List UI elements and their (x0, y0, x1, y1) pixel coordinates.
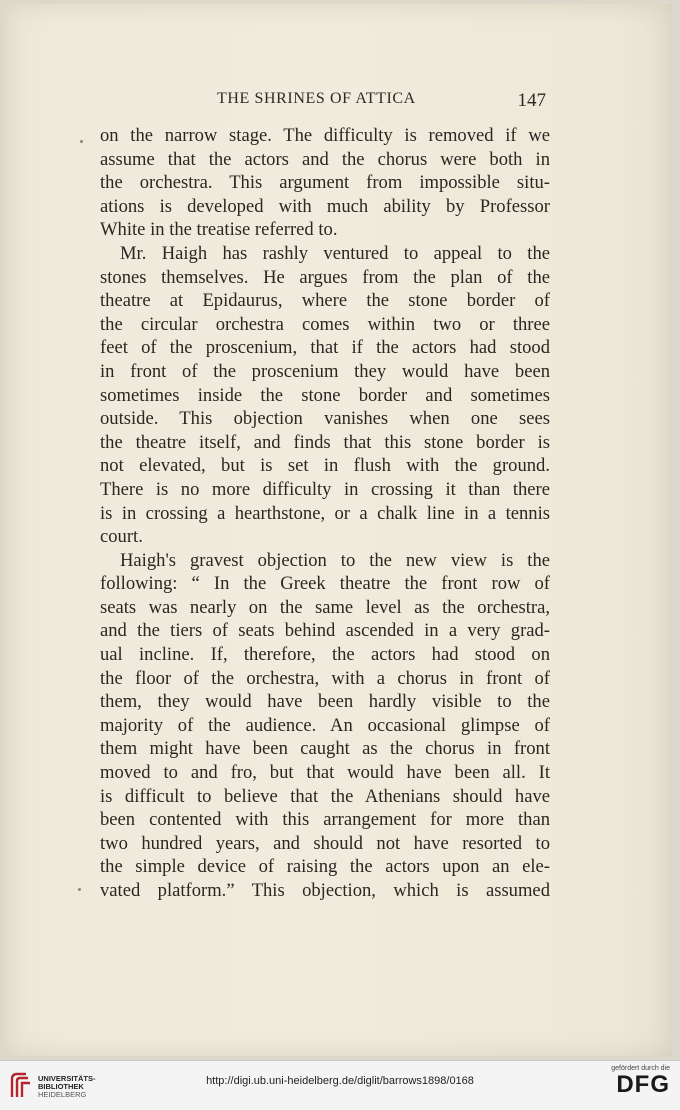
text-line: assume that the actors and the chorus were both in (100, 148, 550, 170)
body-text (100, 124, 550, 903)
text-line: moved to and fro, but that would have been all. It (100, 762, 550, 784)
text-line: on the narrow stage. The difficulty is removed if we (100, 125, 550, 146)
margin-speck (80, 140, 83, 143)
book-page (4, 4, 672, 1056)
text-line: following: “ In the Greek theatre the front row of (100, 573, 550, 595)
running-head-title: THE SHRINES OF ATTICA (217, 90, 416, 107)
library-name-line: UNIVERSITÄTS- (38, 1074, 96, 1083)
library-name-line: BIBLIOTHEK (38, 1082, 84, 1091)
text-line: theatre at Epidaurus, where the stone border of (100, 290, 550, 312)
text-line: outside. This objection vanishes when one sees (100, 408, 550, 430)
permalink-url[interactable]: http://digi.ub.uni-heidelberg.de/diglit/barrows1898/0168 (206, 1075, 474, 1087)
text-line: the simple device of raising the actors upon an ele- (100, 856, 550, 878)
paragraph (100, 242, 550, 549)
paragraph (100, 124, 550, 242)
text-line: There is no more difficulty in crossing it than there (100, 478, 550, 500)
text-line: Mr. Haigh has rashly ventured to appeal to the (120, 242, 550, 264)
text-line: ual incline. If, therefore, the actors had stood on (100, 644, 550, 666)
text-line: the circular orchestra comes within two or three (100, 313, 550, 335)
funder-logo[interactable] (600, 1065, 670, 1105)
text-line: court. (100, 526, 143, 548)
text-line: majority of the audience. An occasional glimpse of (100, 714, 550, 736)
text-line: and the tiers of seats behind ascended in a very grad- (100, 620, 550, 642)
text-line: feet of the proscenium, that if the actors had stood (100, 337, 550, 359)
page-number: 147 (517, 90, 546, 111)
text-line: them might have been caught as the chorus in front (100, 738, 550, 760)
margin-speck (78, 888, 81, 891)
text-line: vated platform.” This objection, which is assumed (100, 880, 550, 901)
text-line: been contented with this arrangement for more than (100, 809, 550, 831)
text-line: is difficult to believe that the Athenians should have (100, 785, 550, 807)
footer-bar (0, 1060, 680, 1110)
text-line: sometimes inside the stone border and sometimes (100, 384, 550, 406)
text-line: in front of the proscenium they would have been (100, 360, 550, 382)
text-line: White in the treatise referred to. (100, 219, 338, 241)
text-line: seats was nearly on the same level as the orchestra, (100, 596, 550, 618)
dfg-logo-icon: DFG (616, 1071, 670, 1098)
text-line: is in crossing a hearthstone, or a chalk line in a tennis (100, 502, 550, 524)
text-line: the theatre itself, and finds that this stone border is (100, 431, 550, 453)
paragraph (100, 549, 550, 903)
library-name-line: HEIDELBERG (38, 1090, 87, 1099)
text-line: two hundred years, and should not have resorted to (100, 832, 550, 854)
text-line: ations is developed with much ability by Professor (100, 195, 550, 217)
text-line: them, they would have been hardly visible to the (100, 691, 550, 713)
funder-caption: gefördert durch die (611, 1065, 670, 1072)
text-line: stones themselves. He argues from the plan of the (100, 266, 550, 288)
text-line: Haigh's gravest objection to the new view is the (120, 549, 550, 571)
text-line: the floor of the orchestra, with a chorus in front of (100, 667, 550, 689)
text-line: the orchestra. This argument from impossible situ- (100, 172, 550, 194)
running-head (92, 90, 554, 116)
text-line: not elevated, but is set in flush with the ground. (100, 455, 550, 477)
